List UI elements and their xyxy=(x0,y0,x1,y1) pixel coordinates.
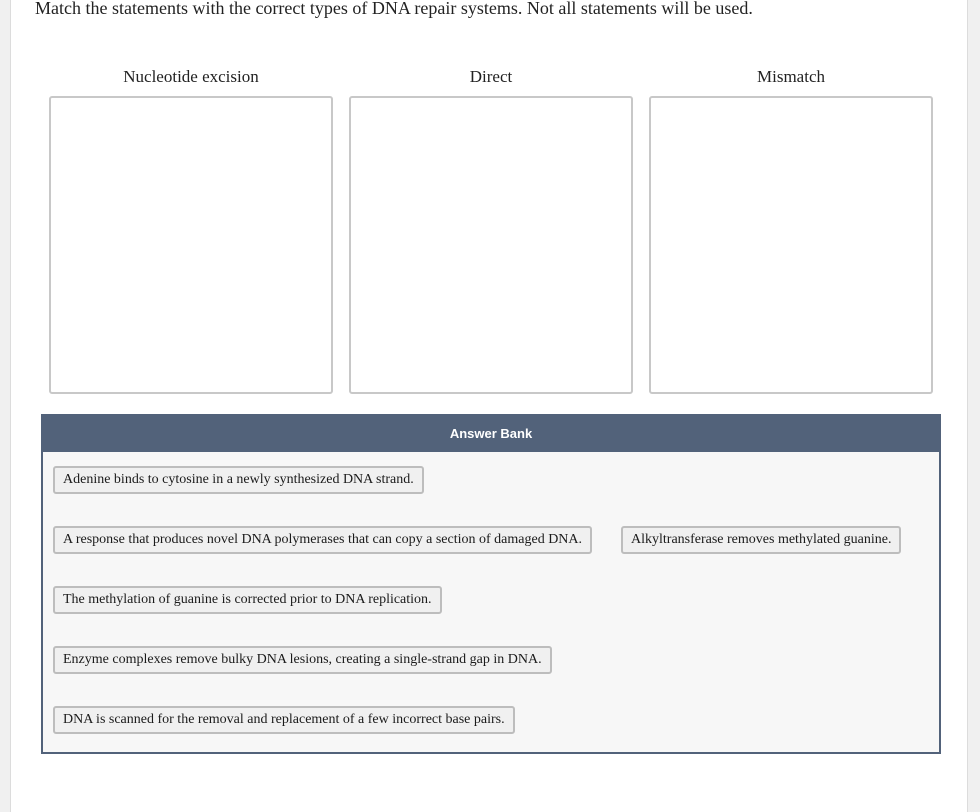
bin-label-mismatch: Mismatch xyxy=(757,67,825,86)
answer-chip[interactable]: Alkyltransferase removes methylated guanine. xyxy=(621,526,901,554)
bin-label-direct: Direct xyxy=(469,67,513,86)
answer-chip[interactable]: DNA is scanned for the removal and replacement of a few incorrect base pairs. xyxy=(53,706,515,734)
instructions-text: Match the statements with the correct types of DNA repair systems. Not all statements will be used. xyxy=(35,0,753,18)
drop-zone-nucleotide-excision[interactable] xyxy=(49,96,333,394)
answer-chip[interactable]: The methylation of guanine is corrected prior to DNA replication. xyxy=(53,586,442,614)
drop-zone-direct[interactable] xyxy=(349,96,633,394)
answer-chip[interactable]: A response that produces novel DNA polymerases that can copy a section of damaged DNA. xyxy=(53,526,592,554)
question-panel xyxy=(10,0,968,812)
drop-zone-mismatch[interactable] xyxy=(649,96,933,394)
answer-bank xyxy=(41,414,941,754)
answer-chip[interactable]: Enzyme complexes remove bulky DNA lesions, creating a single-strand gap in DNA. xyxy=(53,646,552,674)
answer-bank-title: Answer Bank xyxy=(43,416,939,452)
bin-label-nucleotide-excision: Nucleotide excision xyxy=(123,67,259,86)
answer-chip[interactable]: Adenine binds to cytosine in a newly synthesized DNA strand. xyxy=(53,466,424,494)
